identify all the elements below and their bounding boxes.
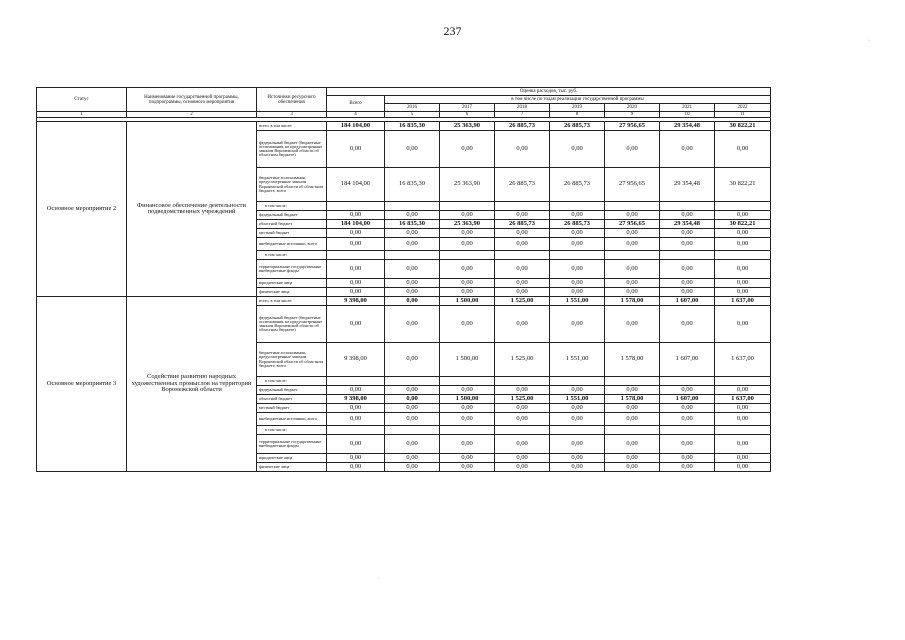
year-value-cell: 1 525,00 bbox=[495, 297, 550, 306]
funding-source-cell: всего, в том числе: bbox=[257, 122, 327, 131]
year-value-cell: 0,00 bbox=[385, 435, 440, 454]
year-value-cell: 0,00 bbox=[605, 131, 660, 168]
column-number: 7 bbox=[495, 112, 550, 118]
year-value-cell bbox=[550, 202, 605, 211]
year-value-cell: 25 363,90 bbox=[440, 220, 495, 229]
year-value-cell bbox=[385, 377, 440, 386]
total-value-cell: 0,00 bbox=[327, 211, 385, 220]
year-value-cell: 0,00 bbox=[495, 260, 550, 279]
year-value-cell: 0,00 bbox=[385, 260, 440, 279]
year-value-cell bbox=[660, 426, 715, 435]
funding-source-cell: территориальные государственные внебюджетные фонды bbox=[257, 260, 327, 279]
total-value-cell: 0,00 bbox=[327, 404, 385, 413]
year-value-cell: 0,00 bbox=[550, 435, 605, 454]
year-value-cell: 25 363,90 bbox=[440, 122, 495, 131]
scan-mark: · bbox=[868, 38, 870, 44]
year-value-cell: 1 551,00 bbox=[550, 343, 605, 377]
year-value-cell: 0,00 bbox=[550, 238, 605, 251]
year-value-cell: 0,00 bbox=[605, 404, 660, 413]
year-value-cell: 0,00 bbox=[550, 288, 605, 297]
header-estimate: Оценка расходов, тыс. руб. bbox=[327, 88, 771, 96]
funding-source-cell: внебюджетные источники, всего bbox=[257, 413, 327, 426]
year-value-cell: 0,00 bbox=[385, 343, 440, 377]
year-value-cell: 0,00 bbox=[550, 260, 605, 279]
year-value-cell: 0,00 bbox=[660, 288, 715, 297]
year-value-cell: 0,00 bbox=[550, 229, 605, 238]
year-value-cell: 0,00 bbox=[385, 211, 440, 220]
year-value-cell: 0,00 bbox=[440, 463, 495, 472]
total-value-cell: 0,00 bbox=[327, 463, 385, 472]
year-value-cell: 26 885,73 bbox=[550, 122, 605, 131]
year-value-cell: 0,00 bbox=[495, 288, 550, 297]
year-value-cell bbox=[495, 251, 550, 260]
year-value-cell: 26 885,73 bbox=[495, 220, 550, 229]
year-value-cell bbox=[440, 251, 495, 260]
year-value-cell: 0,00 bbox=[660, 435, 715, 454]
year-value-cell: 0,00 bbox=[715, 238, 771, 251]
year-value-cell: 0,00 bbox=[660, 260, 715, 279]
year-value-cell bbox=[660, 251, 715, 260]
total-value-cell: 0,00 bbox=[327, 260, 385, 279]
year-value-cell: 1 500,00 bbox=[440, 395, 495, 404]
year-value-cell: 0,00 bbox=[440, 454, 495, 463]
year-value-cell: 0,00 bbox=[660, 306, 715, 343]
year-value-cell bbox=[550, 377, 605, 386]
activity-name-cell: Финансовое обеспечение деятельности подведомственных учреждений bbox=[127, 122, 257, 297]
year-value-cell bbox=[550, 426, 605, 435]
year-value-cell bbox=[440, 426, 495, 435]
total-value-cell: 0,00 bbox=[327, 306, 385, 343]
year-value-cell: 0,00 bbox=[605, 238, 660, 251]
year-value-cell: 0,00 bbox=[495, 131, 550, 168]
column-number: 8 bbox=[550, 112, 605, 118]
year-value-cell: 0,00 bbox=[660, 454, 715, 463]
funding-source-cell: юридические лица bbox=[257, 279, 327, 288]
funding-source-cell: областной бюджет bbox=[257, 395, 327, 404]
header-name: Наименование государственной программы, подпрограммы, основного мероприятия bbox=[127, 88, 257, 112]
year-value-cell: 0,00 bbox=[550, 386, 605, 395]
year-value-cell bbox=[660, 377, 715, 386]
funding-source-cell: в том числе: bbox=[257, 202, 327, 211]
column-number: 11 bbox=[715, 112, 771, 118]
year-value-cell: 0,00 bbox=[385, 404, 440, 413]
total-value-cell: 184 104,00 bbox=[327, 168, 385, 202]
year-value-cell: 0,00 bbox=[385, 131, 440, 168]
year-value-cell: 0,00 bbox=[440, 404, 495, 413]
year-value-cell: 0,00 bbox=[550, 279, 605, 288]
header-year: 2017 bbox=[440, 104, 495, 112]
year-value-cell: 1 637,00 bbox=[715, 395, 771, 404]
year-value-cell: 29 354,48 bbox=[660, 122, 715, 131]
scan-mark: · bbox=[378, 576, 380, 582]
year-value-cell: 1 578,00 bbox=[605, 297, 660, 306]
year-value-cell: 0,00 bbox=[550, 413, 605, 426]
year-value-cell: 0,00 bbox=[605, 288, 660, 297]
funding-source-cell: федеральный бюджет bbox=[257, 386, 327, 395]
year-value-cell: 0,00 bbox=[605, 413, 660, 426]
year-value-cell: 0,00 bbox=[715, 260, 771, 279]
budget-table bbox=[36, 87, 771, 472]
year-value-cell: 26 885,73 bbox=[550, 168, 605, 202]
total-value-cell bbox=[327, 251, 385, 260]
column-number: 9 bbox=[605, 112, 660, 118]
year-value-cell: 0,00 bbox=[715, 279, 771, 288]
year-value-cell: 1 607,00 bbox=[660, 395, 715, 404]
year-value-cell: 0,00 bbox=[715, 288, 771, 297]
year-value-cell: 0,00 bbox=[440, 288, 495, 297]
year-value-cell: 0,00 bbox=[605, 463, 660, 472]
year-value-cell: 0,00 bbox=[715, 386, 771, 395]
year-value-cell: 0,00 bbox=[385, 306, 440, 343]
header-year: 2022 bbox=[715, 104, 771, 112]
column-number: 10 bbox=[660, 112, 715, 118]
year-value-cell: 0,00 bbox=[715, 211, 771, 220]
funding-source-cell: федеральный бюджет (бюджетные ассигнования, не предусмотренные законом Воронежской области об областном бюджете) bbox=[257, 131, 327, 168]
header-status: Статус bbox=[37, 88, 127, 112]
header-year: 2020 bbox=[605, 104, 660, 112]
year-value-cell: 0,00 bbox=[495, 238, 550, 251]
year-value-cell: 1 525,00 bbox=[495, 395, 550, 404]
year-value-cell bbox=[385, 251, 440, 260]
year-value-cell: 0,00 bbox=[440, 131, 495, 168]
year-value-cell: 0,00 bbox=[495, 229, 550, 238]
year-value-cell: 0,00 bbox=[715, 454, 771, 463]
year-value-cell: 0,00 bbox=[385, 454, 440, 463]
year-value-cell: 0,00 bbox=[440, 229, 495, 238]
year-value-cell: 0,00 bbox=[715, 131, 771, 168]
year-value-cell: 1 578,00 bbox=[605, 395, 660, 404]
total-value-cell: 0,00 bbox=[327, 238, 385, 251]
funding-source-cell: в том числе: bbox=[257, 426, 327, 435]
year-value-cell: 1 607,00 bbox=[660, 297, 715, 306]
year-value-cell: 0,00 bbox=[495, 454, 550, 463]
funding-source-cell: местный бюджет bbox=[257, 229, 327, 238]
year-value-cell: 16 835,30 bbox=[385, 220, 440, 229]
year-value-cell: 0,00 bbox=[550, 463, 605, 472]
total-value-cell: 0,00 bbox=[327, 454, 385, 463]
year-value-cell bbox=[715, 426, 771, 435]
funding-source-cell: бюджетные ассигнования, предусмотренные законом Воронежской области об областном бюджете, всего bbox=[257, 343, 327, 377]
year-value-cell: 0,00 bbox=[495, 306, 550, 343]
year-value-cell bbox=[385, 202, 440, 211]
year-value-cell: 0,00 bbox=[605, 386, 660, 395]
year-value-cell: 0,00 bbox=[385, 463, 440, 472]
status-cell: Основное мероприятие 3 bbox=[37, 297, 127, 472]
year-value-cell: 0,00 bbox=[715, 306, 771, 343]
year-value-cell bbox=[715, 251, 771, 260]
year-value-cell: 0,00 bbox=[660, 131, 715, 168]
year-value-cell: 0,00 bbox=[495, 435, 550, 454]
year-value-cell: 0,00 bbox=[605, 435, 660, 454]
year-value-cell: 0,00 bbox=[660, 229, 715, 238]
year-value-cell: 0,00 bbox=[605, 260, 660, 279]
year-value-cell: 0,00 bbox=[605, 279, 660, 288]
year-value-cell bbox=[385, 426, 440, 435]
funding-source-cell: бюджетные ассигнования, предусмотренные законом Воронежской области об областном бюджете, всего bbox=[257, 168, 327, 202]
year-value-cell: 0,00 bbox=[660, 279, 715, 288]
year-value-cell: 0,00 bbox=[440, 306, 495, 343]
year-value-cell: 30 822,21 bbox=[715, 168, 771, 202]
column-number: 6 bbox=[440, 112, 495, 118]
year-value-cell: 0,00 bbox=[550, 131, 605, 168]
year-value-cell: 26 885,73 bbox=[495, 122, 550, 131]
year-value-cell: 0,00 bbox=[660, 404, 715, 413]
year-value-cell: 0,00 bbox=[440, 238, 495, 251]
year-value-cell: 0,00 bbox=[385, 297, 440, 306]
year-value-cell: 0,00 bbox=[660, 463, 715, 472]
year-value-cell: 0,00 bbox=[385, 279, 440, 288]
year-value-cell: 27 956,65 bbox=[605, 168, 660, 202]
funding-source-cell: внебюджетные источники, всего bbox=[257, 238, 327, 251]
funding-source-cell: местный бюджет bbox=[257, 404, 327, 413]
year-value-cell: 0,00 bbox=[550, 211, 605, 220]
year-value-cell: 0,00 bbox=[440, 211, 495, 220]
funding-source-cell: федеральный бюджет bbox=[257, 211, 327, 220]
column-number: 4 bbox=[327, 112, 385, 118]
header-year: 2019 bbox=[550, 104, 605, 112]
year-value-cell: 0,00 bbox=[605, 229, 660, 238]
total-value-cell: 0,00 bbox=[327, 279, 385, 288]
year-value-cell: 0,00 bbox=[440, 279, 495, 288]
year-value-cell: 0,00 bbox=[715, 435, 771, 454]
activity-name-cell: Содействие развитию народных художественных промыслов на территории Воронежской области bbox=[127, 297, 257, 472]
page-number: 237 bbox=[443, 24, 462, 38]
year-value-cell: 27 956,65 bbox=[605, 122, 660, 131]
year-value-cell: 0,00 bbox=[385, 395, 440, 404]
year-value-cell: 0,00 bbox=[660, 386, 715, 395]
year-value-cell bbox=[605, 251, 660, 260]
total-value-cell: 0,00 bbox=[327, 386, 385, 395]
year-value-cell: 1 637,00 bbox=[715, 343, 771, 377]
year-value-cell: 0,00 bbox=[715, 404, 771, 413]
year-value-cell: 0,00 bbox=[660, 238, 715, 251]
year-value-cell: 30 822,21 bbox=[715, 220, 771, 229]
header-year: 2018 bbox=[495, 104, 550, 112]
year-value-cell: 1 551,00 bbox=[550, 297, 605, 306]
year-value-cell: 26 885,73 bbox=[550, 220, 605, 229]
total-value-cell: 9 398,00 bbox=[327, 395, 385, 404]
total-value-cell bbox=[327, 426, 385, 435]
year-value-cell: 0,00 bbox=[385, 288, 440, 297]
year-value-cell: 0,00 bbox=[715, 463, 771, 472]
year-value-cell: 29 354,48 bbox=[660, 168, 715, 202]
header-year: 2021 bbox=[660, 104, 715, 112]
year-value-cell bbox=[605, 202, 660, 211]
total-value-cell: 0,00 bbox=[327, 413, 385, 426]
year-value-cell: 1 525,00 bbox=[495, 343, 550, 377]
year-value-cell: 0,00 bbox=[440, 413, 495, 426]
header-by-years: в том числе по годам реализации государственной программы bbox=[385, 96, 771, 104]
year-value-cell: 0,00 bbox=[550, 454, 605, 463]
funding-source-cell: территориальные государственные внебюджетные фонды bbox=[257, 435, 327, 454]
total-value-cell: 9 398,00 bbox=[327, 297, 385, 306]
year-value-cell: 27 956,65 bbox=[605, 220, 660, 229]
year-value-cell bbox=[495, 202, 550, 211]
year-value-cell: 0,00 bbox=[715, 229, 771, 238]
year-value-cell: 1 607,00 bbox=[660, 343, 715, 377]
year-value-cell: 0,00 bbox=[605, 454, 660, 463]
column-number: 3 bbox=[257, 112, 327, 118]
column-number: 5 bbox=[385, 112, 440, 118]
year-value-cell bbox=[605, 426, 660, 435]
year-value-cell: 0,00 bbox=[715, 413, 771, 426]
year-value-cell: 0,00 bbox=[495, 386, 550, 395]
year-value-cell: 0,00 bbox=[660, 211, 715, 220]
year-value-cell: 29 354,48 bbox=[660, 220, 715, 229]
total-value-cell: 0,00 bbox=[327, 229, 385, 238]
year-value-cell bbox=[550, 251, 605, 260]
year-value-cell: 0,00 bbox=[440, 260, 495, 279]
year-value-cell: 1 578,00 bbox=[605, 343, 660, 377]
total-value-cell: 184 104,00 bbox=[327, 220, 385, 229]
year-value-cell: 0,00 bbox=[385, 238, 440, 251]
total-value-cell bbox=[327, 377, 385, 386]
year-value-cell: 0,00 bbox=[495, 463, 550, 472]
total-value-cell bbox=[327, 202, 385, 211]
header-year: 2016 bbox=[385, 104, 440, 112]
year-value-cell: 0,00 bbox=[605, 211, 660, 220]
total-value-cell: 0,00 bbox=[327, 435, 385, 454]
total-value-cell: 9 398,00 bbox=[327, 343, 385, 377]
year-value-cell bbox=[495, 377, 550, 386]
total-value-cell: 0,00 bbox=[327, 131, 385, 168]
year-value-cell bbox=[440, 377, 495, 386]
year-value-cell bbox=[495, 426, 550, 435]
year-value-cell: 0,00 bbox=[495, 279, 550, 288]
year-value-cell: 0,00 bbox=[550, 404, 605, 413]
header-source: Источники ресурсного обеспечения bbox=[257, 88, 327, 112]
year-value-cell: 0,00 bbox=[385, 229, 440, 238]
total-value-cell: 184 104,00 bbox=[327, 122, 385, 131]
year-value-cell: 0,00 bbox=[385, 386, 440, 395]
year-value-cell: 1 500,00 bbox=[440, 297, 495, 306]
funding-source-cell: физические лица bbox=[257, 288, 327, 297]
year-value-cell: 16 835,30 bbox=[385, 168, 440, 202]
year-value-cell: 0,00 bbox=[495, 404, 550, 413]
year-value-cell: 1 637,00 bbox=[715, 297, 771, 306]
year-value-cell: 1 551,00 bbox=[550, 395, 605, 404]
year-value-cell: 0,00 bbox=[605, 306, 660, 343]
year-value-cell: 0,00 bbox=[550, 306, 605, 343]
funding-source-cell: федеральный бюджет (бюджетные ассигнования, не предусмотренные законом Воронежской области об областном бюджете) bbox=[257, 306, 327, 343]
year-value-cell bbox=[660, 202, 715, 211]
year-value-cell: 30 822,21 bbox=[715, 122, 771, 131]
column-number: 1 bbox=[37, 112, 127, 118]
funding-source-cell: в том числе: bbox=[257, 377, 327, 386]
year-value-cell bbox=[715, 202, 771, 211]
funding-source-cell: юридические лица bbox=[257, 454, 327, 463]
column-number: 2 bbox=[127, 112, 257, 118]
funding-source-cell: в том числе: bbox=[257, 251, 327, 260]
year-value-cell: 0,00 bbox=[440, 435, 495, 454]
year-value-cell: 0,00 bbox=[440, 386, 495, 395]
funding-source-cell: физические лица bbox=[257, 463, 327, 472]
year-value-cell: 0,00 bbox=[660, 413, 715, 426]
year-value-cell: 0,00 bbox=[495, 211, 550, 220]
year-value-cell: 25 363,90 bbox=[440, 168, 495, 202]
total-value-cell: 0,00 bbox=[327, 288, 385, 297]
year-value-cell bbox=[440, 202, 495, 211]
year-value-cell bbox=[605, 377, 660, 386]
table-row bbox=[37, 122, 771, 131]
year-value-cell: 26 885,73 bbox=[495, 168, 550, 202]
header-total: Всего bbox=[327, 96, 385, 112]
funding-source-cell: всего, в том числе: bbox=[257, 297, 327, 306]
status-cell: Основное мероприятие 2 bbox=[37, 122, 127, 297]
year-value-cell bbox=[715, 377, 771, 386]
year-value-cell: 1 500,00 bbox=[440, 343, 495, 377]
year-value-cell: 16 835,30 bbox=[385, 122, 440, 131]
funding-source-cell: областной бюджет bbox=[257, 220, 327, 229]
table-row bbox=[37, 297, 771, 306]
year-value-cell: 0,00 bbox=[495, 413, 550, 426]
year-value-cell: 0,00 bbox=[385, 413, 440, 426]
